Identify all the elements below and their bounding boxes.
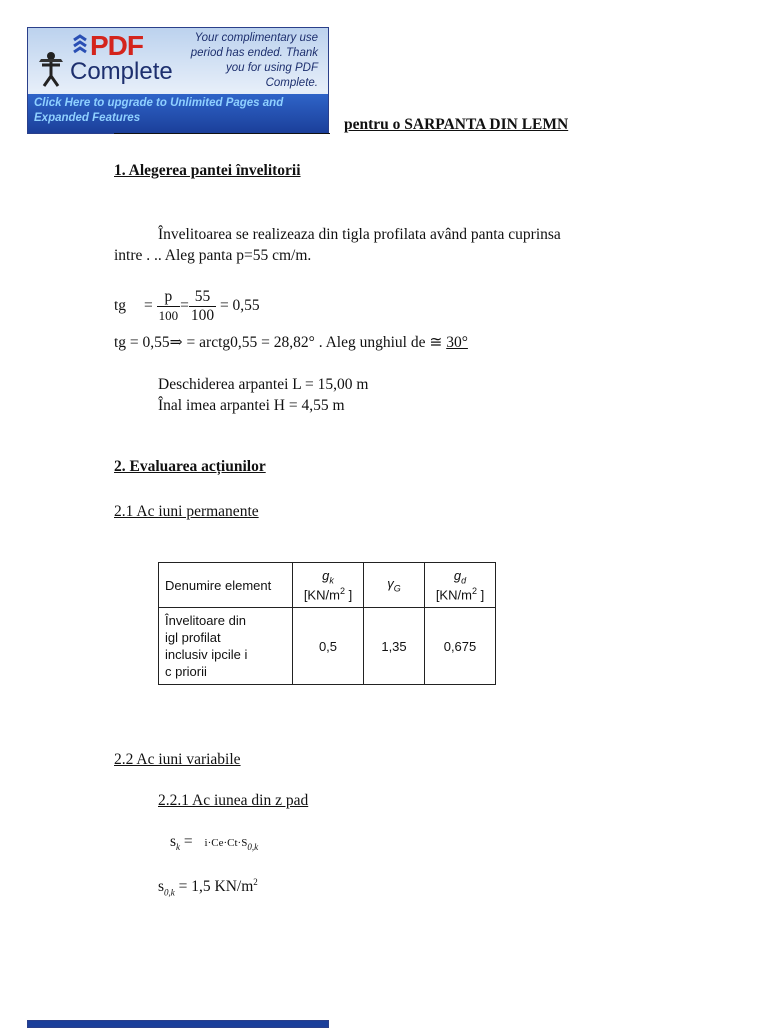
- formula-eq: =: [183, 833, 193, 850]
- header-gk: [293, 563, 364, 608]
- trial-message: Your complimentary use period has ended. Thank you for using PDF Complete.: [190, 32, 318, 89]
- gk-unit: [KN/m: [303, 586, 340, 602]
- row-gamma: 1,35: [364, 608, 425, 685]
- eq1-frac1-num: p: [164, 288, 173, 305]
- row-name-line-2: igl profilat: [165, 630, 221, 645]
- formula-rhs: i·Ce·Ct·S: [204, 837, 248, 849]
- header-denumire: Denumire element: [159, 563, 293, 608]
- table-row: [159, 608, 496, 685]
- gd-unit-end: ]: [476, 586, 485, 602]
- row-name-cell: [159, 608, 293, 685]
- eq1-frac2-num: 55: [194, 288, 211, 305]
- eq1-fraction-1: [157, 288, 181, 325]
- s0-value: = 1,5 KN/m: [174, 878, 254, 896]
- s0-sup: 2: [253, 877, 258, 887]
- figure-logo-icon: [36, 50, 66, 90]
- formula-lhs: s: [170, 833, 177, 850]
- gk-unit-end: ]: [344, 586, 353, 602]
- paragraph-line-2: intre . .. Aleg panta p=55 cm/m.: [114, 247, 312, 264]
- row-name-line-1: Învelitoare din: [165, 613, 246, 628]
- gd-unit: [KN/m: [435, 586, 472, 602]
- subsection-2-1: 2.1 Ac iuni permanente: [114, 503, 259, 520]
- gk-unit-sup: 2: [339, 585, 345, 596]
- eq1-fraction-2: [189, 288, 216, 325]
- snow-value: [158, 877, 258, 897]
- equation-2: [114, 333, 468, 352]
- gd-symbol: g: [453, 568, 462, 584]
- eq1-prefix: tg: [114, 297, 127, 315]
- subsection-2-2-1: 2.2.1 Ac iunea din z pad: [158, 792, 309, 809]
- formula-rhs-sub: 0,k: [247, 842, 259, 853]
- gk-sub: k: [329, 575, 334, 586]
- row-name-line-4: c priorii: [165, 664, 207, 679]
- roof-span-text: Deschiderea arpantei L = 15,00 m: [158, 376, 369, 393]
- paragraph-line-1: Învelitoarea se realizeaza din tigla profilata având panta cuprinsa: [158, 226, 561, 243]
- eq1-frac2-den: 100: [190, 307, 215, 324]
- header-gamma: [364, 563, 425, 608]
- eq1-result: = 0,55: [219, 297, 260, 315]
- eq1-frac1-den: 100: [158, 308, 179, 323]
- formula-lhs-sub: k: [176, 842, 181, 853]
- row-gk: 0,5: [293, 608, 364, 685]
- header-gd: [425, 563, 496, 608]
- eq2-text: tg = 0,55⇒ = arctg0,55 = 28,82° . Aleg unghiul de ≅: [114, 334, 447, 351]
- section-2-heading: 2. Evaluarea acțiunilor: [114, 458, 266, 475]
- logo-pdf-text: PDF: [90, 30, 143, 61]
- permanent-actions-table: [158, 562, 496, 685]
- page-title: pentru o SARPANTA DIN LEMN: [344, 116, 569, 133]
- title-underline: [114, 133, 330, 134]
- subsection-2-2: 2.2 Ac iuni variabile: [114, 751, 241, 768]
- equation-1: tg = $\frac{p}{100}$ = $\frac{55}{100}$ = 0,55: [114, 288, 260, 324]
- gd-sub: d: [461, 575, 467, 586]
- row-gd: 0,675: [425, 608, 496, 685]
- pdf-complete-banner[interactable]: [27, 27, 329, 134]
- logo-complete-text: Complete: [70, 58, 173, 85]
- chevron-arrows-icon: [72, 34, 88, 56]
- gk-symbol: g: [322, 568, 330, 584]
- s0-lhs: s: [158, 878, 165, 896]
- eq2-angle: 30°: [446, 334, 468, 351]
- gamma-symbol: γ: [387, 576, 394, 592]
- roof-height-text: Înal imea arpantei H = 4,55 m: [158, 397, 345, 414]
- table-header-row: [159, 563, 496, 608]
- gd-unit-sup: 2: [471, 585, 477, 596]
- gamma-sub: G: [393, 583, 401, 594]
- snow-formula: [170, 833, 258, 852]
- row-name-line-3: inclusiv ipcile i: [165, 647, 248, 662]
- s0-sub: 0,k: [164, 887, 175, 898]
- pdf-complete-banner-bottom[interactable]: [27, 1020, 329, 1028]
- upgrade-link[interactable]: Click Here to upgrade to Unlimited Pages and Expanded Features: [34, 97, 284, 124]
- section-1-heading: 1. Alegerea pantei învelitorii: [114, 162, 301, 179]
